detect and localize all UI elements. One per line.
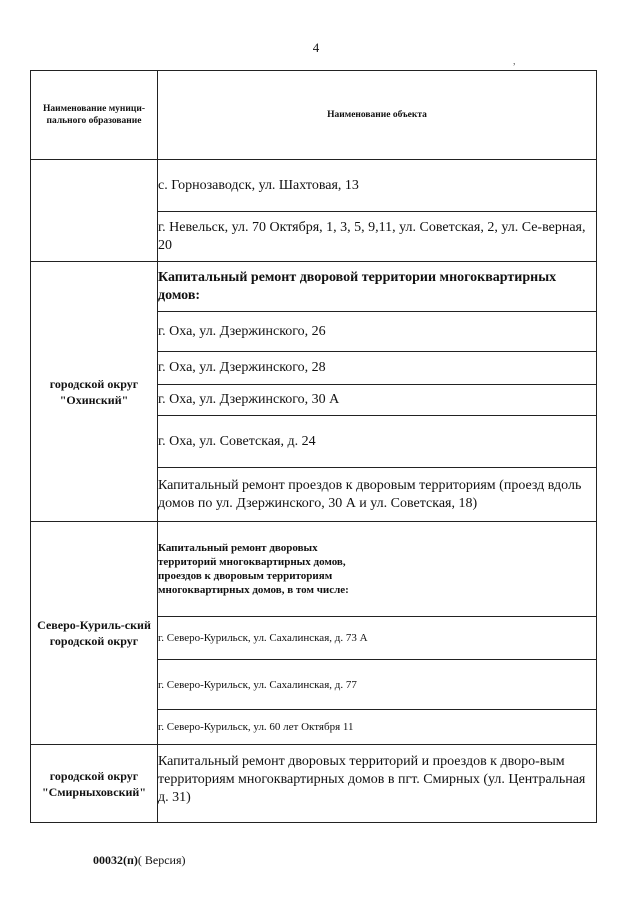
object-cell: г. Северо-Курильск, ул. 60 лет Октября 11 xyxy=(158,710,597,745)
municipality-cell xyxy=(31,160,158,262)
table-row xyxy=(31,522,597,617)
object-cell: г. Оха, ул. Дзержинского, 26 xyxy=(158,312,597,352)
document-version: ( Версия) xyxy=(137,853,186,867)
scan-mark: , xyxy=(513,56,516,67)
object-cell: г. Северо-Курильск, ул. Сахалинская, д. 73 А xyxy=(158,617,597,660)
header-municipality: Наименование муници-пального образование xyxy=(31,71,158,160)
object-cell: с. Горнозаводск, ул. Шахтовая, 13 xyxy=(158,160,597,212)
table-row xyxy=(31,160,597,212)
object-cell xyxy=(158,522,597,617)
page-number: 4 xyxy=(312,40,320,55)
document-footer xyxy=(93,853,186,868)
table-row xyxy=(31,262,597,312)
table-header-row xyxy=(31,71,597,160)
object-cell: Капитальный ремонт проездов к дворовым территориям (проезд вдоль домов по ул. Дзержинского, 30 А и ул. Советская, 18) xyxy=(158,468,597,522)
municipality-cell: Северо-Куриль-ский городской округ xyxy=(31,522,158,745)
object-cell: г. Северо-Курильск, ул. Сахалинская, д. 77 xyxy=(158,660,597,710)
object-cell: Капитальный ремонт дворовых территорий и проездов к дворо-вым территориям многоквартирных домов в пгт. Смирных (ул. Центральная д. 31) xyxy=(158,745,597,823)
object-cell: г. Невельск, ул. 70 Октября, 1, 3, 5, 9,11, ул. Советская, 2, ул. Се-верная, 20 xyxy=(158,212,597,262)
document-code: 00032(п) xyxy=(93,853,138,867)
municipality-cell: городской округ "Охинский" xyxy=(31,262,158,522)
object-text: Капитальный ремонт дворовых территорий многоквартирных домов, проездов к дворовым территориям многоквартирных домов, в том числе: xyxy=(158,542,349,596)
municipality-cell: городской округ "Смирныховский" xyxy=(31,745,158,823)
object-cell: г. Оха, ул. Дзержинского, 30 А xyxy=(158,385,597,416)
object-cell: г. Оха, ул. Дзержинского, 28 xyxy=(158,352,597,385)
table-row xyxy=(31,745,597,823)
object-cell: г. Оха, ул. Советская, д. 24 xyxy=(158,416,597,468)
header-object: Наименование объекта xyxy=(158,71,597,160)
object-cell: Капитальный ремонт дворовой территории многоквартирных домов: xyxy=(158,262,597,312)
objects-table xyxy=(30,70,597,823)
